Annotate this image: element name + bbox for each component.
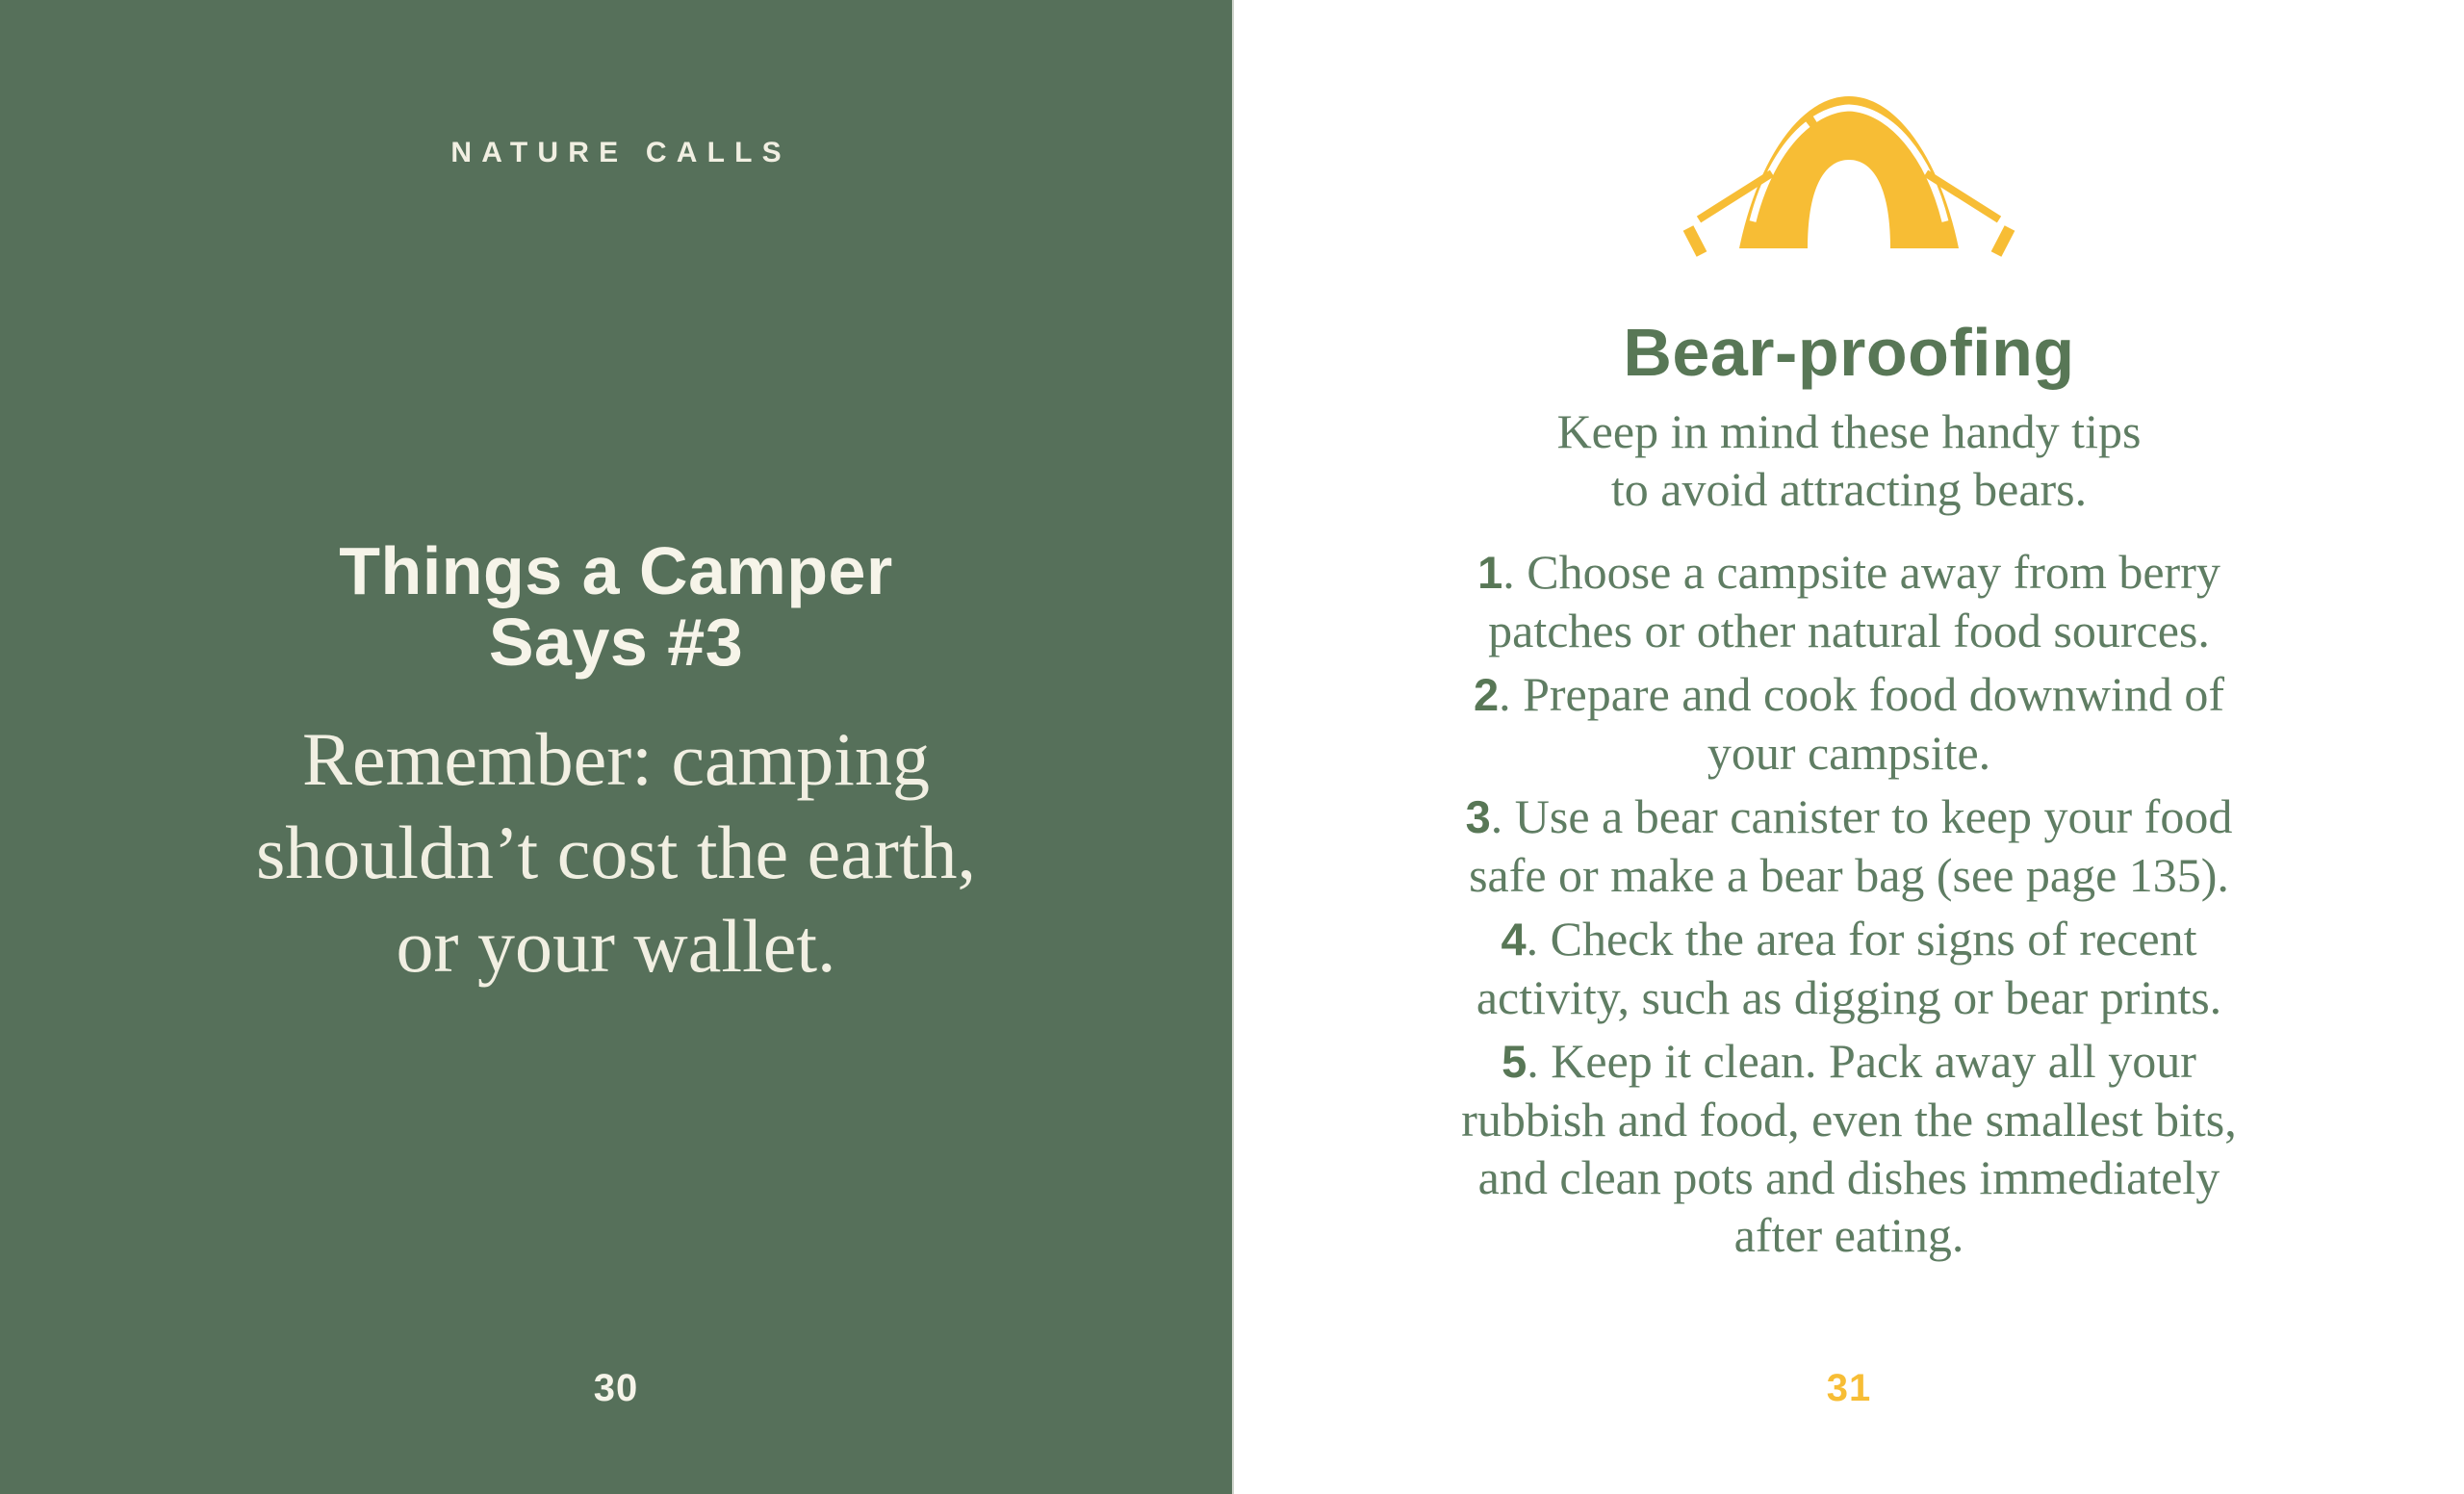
tips-list: [1234, 543, 2464, 1270]
tip-text: . Check the area for signs of recent: [1526, 912, 2197, 966]
section-title: Bear-proofing: [1623, 315, 2075, 390]
tip-line: [1234, 543, 2464, 602]
tip-item: [1234, 787, 2464, 904]
tip-number: 1: [1477, 547, 1503, 598]
right-page: [1232, 0, 2464, 1494]
tip-number: 3: [1465, 791, 1491, 842]
tip-line: activity, such as digging or bear prints.: [1476, 970, 2222, 1024]
tip-number: 4: [1501, 914, 1527, 965]
page-number-left: 30: [593, 1367, 639, 1409]
tip-text: . Prepare and cook food downwind of: [1499, 667, 2225, 721]
page-number-right: 31: [1826, 1367, 1872, 1409]
tip-line: [1234, 910, 2464, 968]
tip-line: rubbish and food, even the smallest bits,: [1461, 1093, 2237, 1146]
tip-line: your campsite.: [1707, 726, 1991, 780]
tip-text: . Use a bear canister to keep your food: [1490, 789, 2233, 843]
intro-line: to avoid attracting bears.: [1610, 462, 2088, 516]
quote-line: Remember: camping: [302, 717, 930, 801]
tip-line: [1234, 787, 2464, 846]
tip-line: safe or make a bear bag (see page 135).: [1469, 848, 2229, 902]
title-line: Says #3: [488, 605, 744, 680]
running-head: NATURE CALLS: [450, 137, 791, 168]
intro-line: Keep in mind these handy tips: [1556, 404, 2142, 458]
tip-item: [1234, 543, 2464, 659]
left-page-title: [0, 535, 1232, 678]
tip-line: [1234, 665, 2464, 724]
tip-line: patches or other natural food sources.: [1488, 604, 2210, 657]
quote-line: shouldn’t cost the earth,: [255, 811, 977, 894]
tip-line: and clean pots and dishes immediately: [1477, 1150, 2220, 1204]
tip-item: [1234, 910, 2464, 1026]
tip-text: . Keep it clean. Pack away all your: [1527, 1034, 2196, 1088]
tip-number: 5: [1502, 1036, 1527, 1087]
tip-item: [1234, 665, 2464, 782]
tip-item: [1234, 1032, 2464, 1264]
section-intro: [1234, 402, 2464, 518]
title-line: Things a Camper: [339, 533, 893, 608]
tip-number: 2: [1473, 669, 1500, 720]
tent-icon: [1234, 75, 2464, 258]
left-page-quote: [0, 712, 1232, 992]
tip-line: [1234, 1032, 2464, 1091]
quote-line: or your wallet.: [396, 904, 836, 988]
tip-line: after eating.: [1733, 1208, 1964, 1262]
tip-text: . Choose a campsite away from berry: [1502, 545, 2220, 599]
